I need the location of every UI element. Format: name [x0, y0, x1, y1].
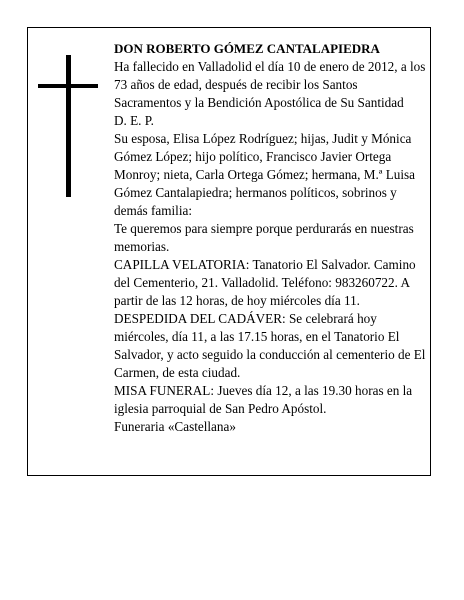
obituary-text: [114, 40, 426, 436]
cross-icon: [66, 55, 71, 197]
deceased-name: DON ROBERTO GÓMEZ CANTALAPIEDRA: [114, 41, 380, 56]
memorial-message: Te queremos para siempre porque perdurarás en nuestras memorias.: [114, 221, 414, 254]
family-list: Su esposa, Elisa López Rodríguez; hijas, Judit y Mónica Gómez López; hijo político, Francisco Javier Ortega Monroy; nieta, Carla Ortega Gómez; hermana, M.ª Luisa Gómez Cantalapiedra; hermanos políticos, sobrinos y demás familia:: [114, 131, 415, 218]
rest-in-peace: D. E. P.: [114, 113, 154, 128]
death-announcement: Ha fallecido en Valladolid el día 10 de enero de 2012, a los 73 años de edad, después de recibir los Santos Sacramentos y la Bendición Apostólica de Su Santidad: [114, 59, 426, 110]
mass-info: MISA FUNERAL: Jueves día 12, a las 19.30 horas en la iglesia parroquial de San Pedro Apóstol.: [114, 383, 413, 416]
funeral-home: Funeraria «Castellana»: [114, 419, 236, 434]
obituary-notice: [27, 27, 431, 476]
farewell-info: DESPEDIDA DEL CADÁVER: Se celebrará hoy miércoles, día 11, a las 17.15 horas, en el Tanatorio El Salvador, y acto seguido la conducción al cementerio de El Carmen, de esta ciudad.: [114, 311, 426, 380]
chapel-info: CAPILLA VELATORIA: Tanatorio El Salvador. Camino del Cementerio, 21. Valladolid. Teléfono: 983260722. A partir de las 12 horas, de hoy miércoles día 11.: [114, 257, 416, 308]
cross-icon-bar: [38, 84, 98, 88]
